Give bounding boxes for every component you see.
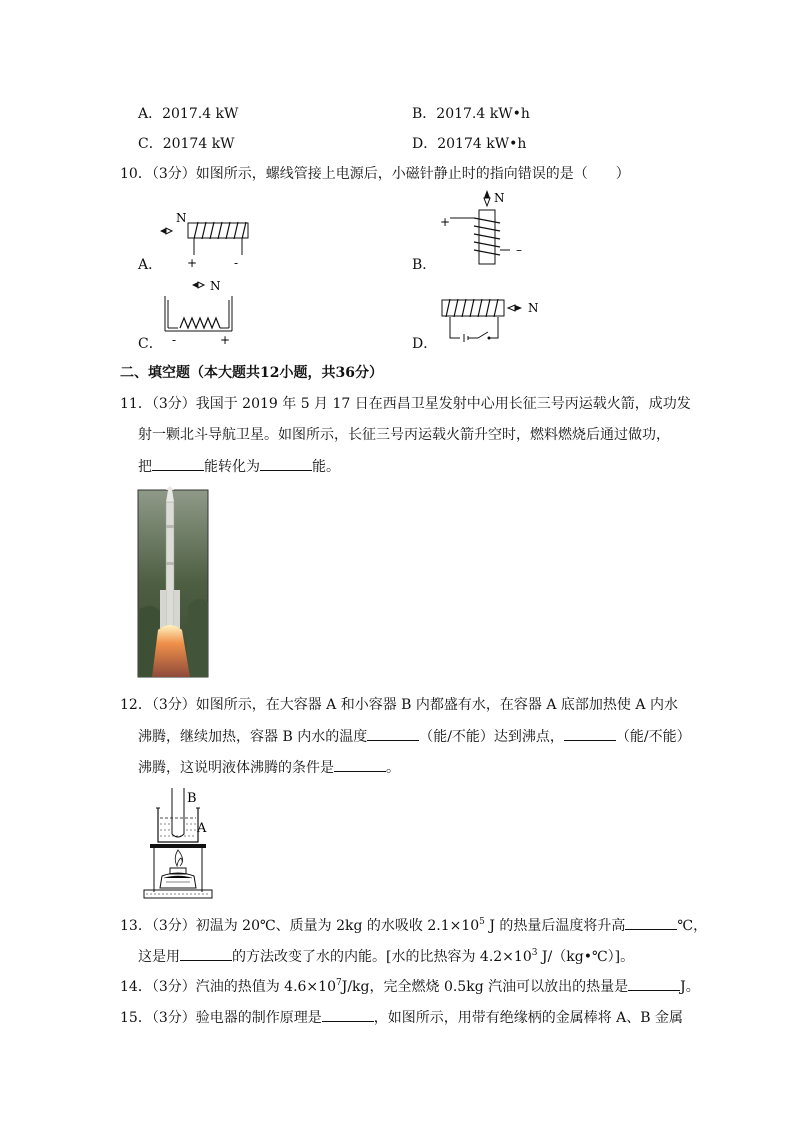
q15-text-part: ，如图所示，用带有绝缘柄的金属棒将 A、B 金属 [373,1010,684,1026]
terminal-minus-label: - [172,333,177,347]
q12-line-2 [138,726,691,747]
q10-option-b-label: B． [412,257,437,273]
q12-text-part: （能/不能）达到沸点， [419,729,564,745]
compass-needle-icon [160,228,166,234]
terminal-minus-label: - [234,256,239,270]
q15-blank[interactable] [322,1007,374,1022]
q12-blank-1[interactable] [367,726,419,741]
q13-text-part: 13．（3分）初温为 20℃、质量为 2kg 的水吸收 2.1×10 [120,918,480,934]
q10-figure-c [160,276,260,348]
needle-n-label: N [494,191,505,205]
q12-text-part: 沸腾，这说明液体沸腾的条件是 [138,760,334,776]
q10-figure-b [438,190,538,270]
q9-option-c: C．20174 kW [138,136,235,152]
q13-text-part: 这是用 [138,949,180,965]
q14-exponent: 7 [335,978,342,988]
q11-line-3 [138,456,340,477]
compass-needle-icon [508,305,515,311]
q14-blank[interactable] [628,976,680,991]
container-a-label: A [197,821,207,836]
q13-exponent: 3 [531,948,538,958]
q11-text-part: 能。 [312,459,340,475]
q12-text-part: 。 [386,760,400,776]
q12-blank-2[interactable] [564,726,616,741]
q13-blank-2[interactable] [180,946,232,961]
q13-text-part: 的方法改变了水的内能。[水的比热容为 4.2×10 [232,949,532,965]
q12-line-3 [138,757,400,778]
q11-line-1: 11．（3分）我国于 2019 年 5 月 17 日在西昌卫星发射中心用长征三号丙运载火箭，成功发 [120,396,691,412]
q11-line-2: 射一颗北斗导航卫星。如图所示，长征三号丙运载火箭升空时，燃料燃烧后通过做功， [138,427,670,443]
needle-n-label: N [528,301,539,315]
q12-text-part: （能/不能） [615,729,691,745]
q15-text-part: 15．（3分）验电器的制作原理是 [120,1010,322,1026]
terminal-plus-label: + [220,333,231,347]
q10-option-c-label: C． [138,336,163,352]
q12-blank-3[interactable] [334,757,386,772]
needle-n-label: N [210,279,221,293]
terminal-minus-label: – [516,243,522,257]
q11-text-part: 能转化为 [204,459,260,475]
terminal-plus-label: + [440,215,451,229]
q12-line-1: 12．（3分）如图所示，在大容器 A 和小容器 B 内都盛有水，在容器 A 底部加热使 A 内水 [120,697,678,713]
q14-text-part: 14．（3分）汽油的热值为 4.6×10 [120,979,336,995]
q14-text-part: J。 [680,979,700,995]
q11-blank-1[interactable] [152,456,204,471]
q13-exponent: 5 [479,917,485,927]
q10-option-a-label: A． [138,257,163,273]
q15-line [120,1007,683,1028]
q13-text-part: ℃， [677,918,708,934]
q11-text-part: 把 [138,459,152,475]
q10-figure-d [438,294,548,350]
q13-blank-1[interactable] [625,915,677,930]
q13-text-part: J 的热量后温度将升高 [484,918,626,934]
compass-needle-icon [192,282,198,288]
q10-figure-a [160,210,260,270]
q13-line-1 [120,915,707,936]
compass-needle-icon [484,190,490,198]
q13-line-2 [138,946,634,967]
section-2-title: 二、填空题（本大题共12小题，共36分） [120,365,383,381]
rocket-launch-image [138,490,208,677]
q9-option-d: D．20174 kW•h [412,136,527,152]
q12-text-part: 沸腾，继续加热，容器 B 内水的温度 [138,729,368,745]
boiling-experiment-figure [140,786,220,904]
q11-blank-2[interactable] [260,456,312,471]
needle-n-label: N [176,211,187,225]
q9-option-b: B．2017.4 kW•h [412,106,530,122]
q9-option-a: A．2017.4 kW [138,106,239,122]
q10-stem: 10．（3分）如图所示，螺线管接上电源后，小磁针静止时的指向错误的是（ ） [120,166,630,182]
q13-text-part: J/（kg•℃）]。 [537,949,635,965]
container-b-label: B [187,791,197,806]
q14-text-part: J/kg，完全燃烧 0.5kg 汽油可以放出的热量是 [341,979,629,995]
q14-line [120,976,700,997]
q10-option-d-label: D． [412,336,438,352]
terminal-plus-label: + [187,256,198,270]
